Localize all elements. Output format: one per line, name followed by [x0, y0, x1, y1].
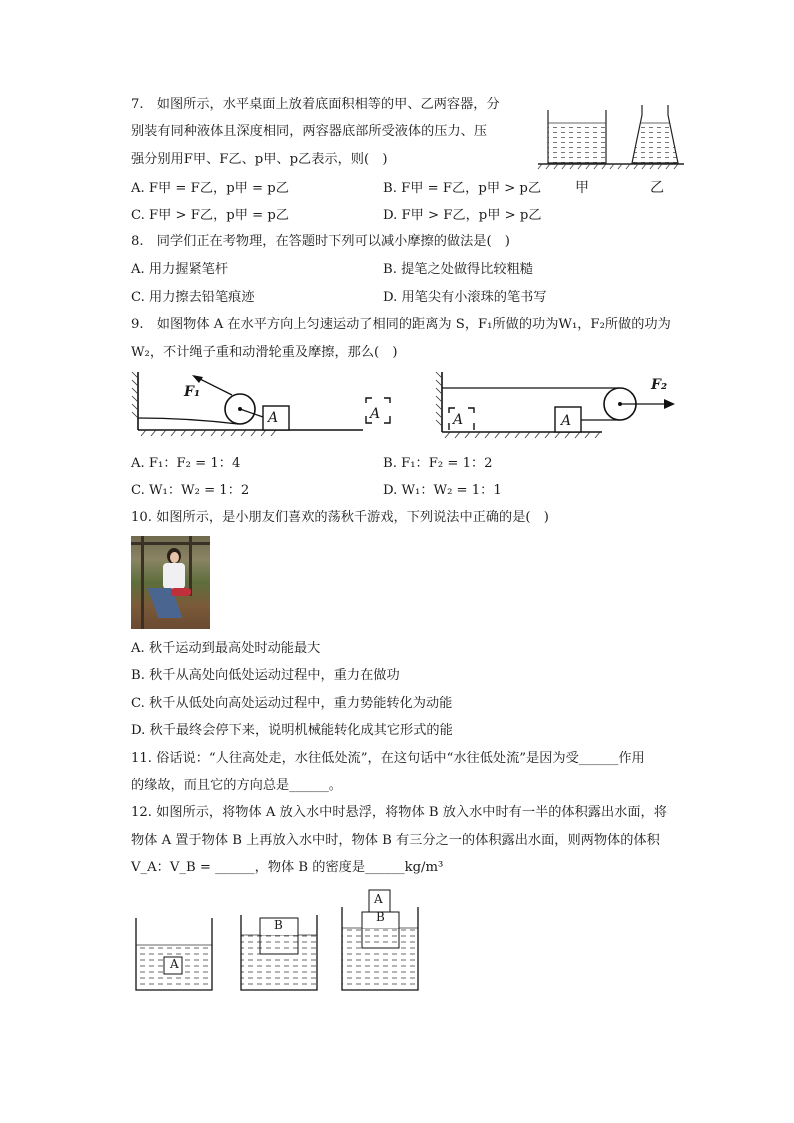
force-rope	[198, 378, 232, 395]
label-a-beaker-1: A	[170, 957, 179, 971]
q9-line-2: W₂，不计绳子重和动滑轮重及摩擦，那么( )	[131, 345, 398, 360]
arrow-f2-icon	[664, 399, 675, 409]
q9-option-d: D. W₁：W₂ = 1：1	[383, 483, 502, 498]
label-yi: 乙	[650, 180, 664, 196]
q8-option-b: B. 提笔之处做得比较粗糙	[383, 262, 533, 277]
q11-line-1: 11. 俗话说：“人往高处走，水往低处流”，在这句话中“水往低处流”是因为受______作用	[131, 751, 645, 766]
q9-line-1: 9. 如图物体 A 在水平方向上匀速运动了相同的距离为 S，F₁所做的功为W₁，F₂所做的功为	[131, 317, 671, 332]
beaker-2-water	[241, 935, 317, 990]
q12-beakers-figure	[130, 885, 430, 995]
q7-option-b: B. F甲 = F乙，p甲 > p乙	[383, 181, 542, 196]
q9-pulley-figure-2	[432, 370, 682, 440]
q10-option-a: A. 秋千运动到最高处时动能最大	[131, 641, 321, 656]
q7-option-c: C. F甲 > F乙，p甲 = p乙	[131, 208, 289, 223]
label-block-a-2: A	[370, 406, 381, 422]
q10-line-1: 10. 如图所示，是小朋友们喜欢的荡秋千游戏，下列说法中正确的是( )	[131, 510, 549, 525]
label-b-beaker-3: B	[376, 910, 385, 924]
q10-option-b: B. 秋千从高处向低处运动过程中，重力在做功	[131, 668, 400, 683]
label-a-beaker-3: A	[374, 892, 383, 906]
q12-line-1: 12. 如图所示，将物体 A 放入水中时悬浮，将物体 B 放入水中时有一半的体积露出水面，将	[131, 805, 667, 820]
container-jia-liquid	[548, 123, 606, 163]
label-jia: 甲	[575, 180, 589, 196]
q8-option-a: A. 用力握紧笔杆	[131, 262, 229, 277]
label-f2: F₂	[651, 377, 668, 393]
beaker-3-water	[342, 928, 418, 990]
q11-line-2: 的缘故，而且它的方向总是______。	[131, 778, 342, 793]
q7-option-d: D. F甲 > F乙，p甲 > p乙	[383, 208, 542, 223]
q9-option-b: B. F₁：F₂ = 1：2	[383, 456, 493, 471]
q7-line-3: 强分别用F甲、F乙、p甲、p乙表示，则( )	[131, 152, 388, 167]
rope	[138, 418, 238, 424]
arrow-f1-icon	[192, 375, 203, 383]
q8-line-1: 8. 同学们正在考物理，在答题时下列可以减小摩擦的做法是( )	[131, 234, 510, 249]
q8-option-d: D. 用笔尖有小滚珠的笔书写	[383, 290, 547, 305]
label-block-a-1: A	[268, 410, 279, 426]
label-block-a-4: A	[561, 413, 572, 429]
label-block-a-3: A	[453, 412, 464, 428]
label-f1: F₁	[184, 384, 201, 400]
q7-line-2: 别装有同种液体且深度相同，两容器底部所受液体的压力、压	[131, 124, 488, 139]
label-b-beaker-2: B	[274, 918, 283, 932]
q7-line-1: 7. 如图所示，水平桌面上放着底面积相等的甲、乙两容器，分	[131, 97, 500, 112]
q12-line-3: V_A：V_B = ______，物体 B 的密度是______kg/m³	[131, 860, 444, 875]
q8-option-c: C. 用力擦去铅笔痕迹	[131, 290, 255, 305]
q10-option-c: C. 秋千从低处向高处运动过程中，重力势能转化为动能	[131, 696, 453, 711]
q10-option-d: D. 秋千最终会停下来，说明机械能转化成其它形式的能	[131, 723, 453, 738]
q9-option-c: C. W₁：W₂ = 1：2	[131, 483, 250, 498]
q12-line-2: 物体 A 置于物体 B 上再放入水中时，物体 B 有三分之一的体积露出水面，则两物体的体积	[131, 833, 660, 848]
q9-pulley-figure-1	[128, 370, 398, 440]
q9-option-a: A. F₁：F₂ = 1：4	[131, 456, 241, 471]
q7-option-a: A. F甲 = F乙，p甲 = p乙	[131, 181, 289, 196]
swing-photo	[131, 536, 210, 629]
